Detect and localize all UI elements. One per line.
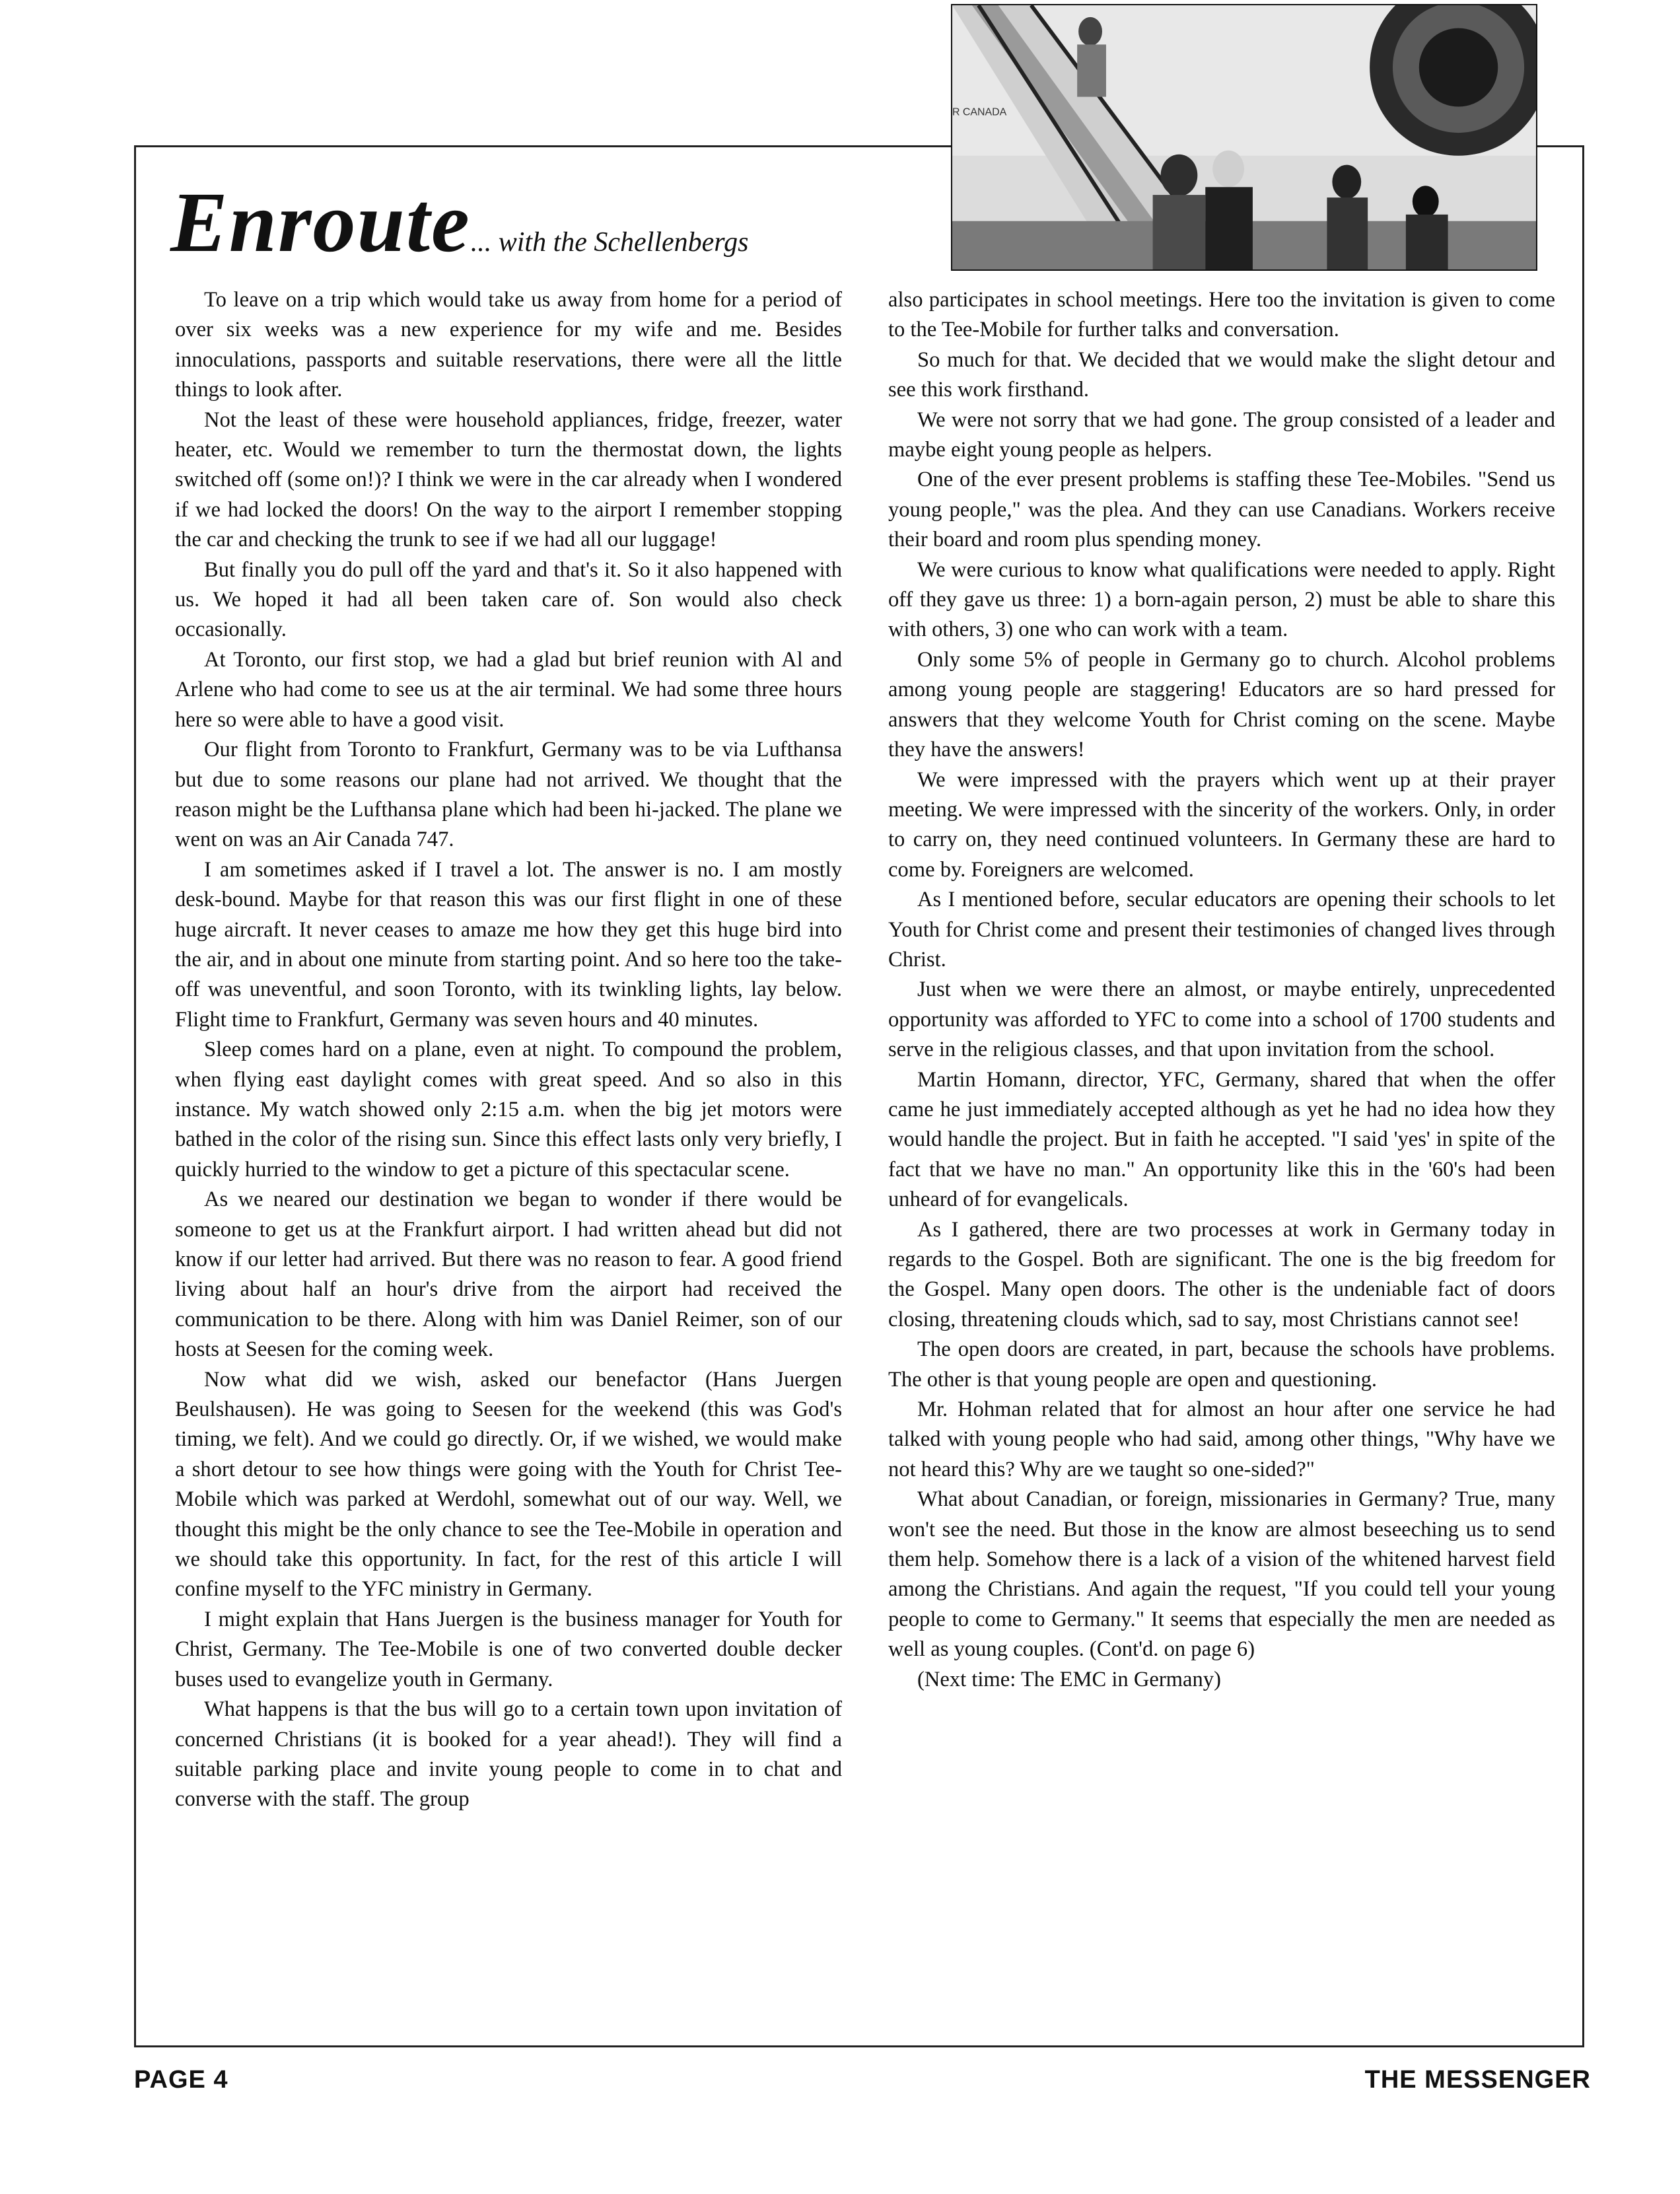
paragraph: Only some 5% of people in Germany go to church. Alcohol problems among young people are staggering! Educators are so hard pressed for answers that they welcome Youth for Christ coming on the scene. Maybe they have the answers! xyxy=(888,647,1555,762)
paragraph: But finally you do pull off the yard and that's it. So it also happened with us. We hoped it had all been taken care of. Son would also check occasionally. xyxy=(175,557,842,642)
paragraph: Our flight from Toronto to Frankfurt, Germany was to be via Lufthansa but due to some reasons our plane had not arrived. We thought that the reason might be the Lufthansa plane which had been hi-jacked. The plane we went on was an Air Canada 747. xyxy=(175,738,842,852)
paragraph: As I mentioned before, secular educators are opening their schools to let Youth for Christ come and present their testimonies of changed lives through Christ. xyxy=(888,888,1555,972)
paragraph: Just when we were there an almost, or maybe entirely, unprecedented opportunity was afforded to YFC to come into a school of 1700 students and serve in the religious classes, and that upon invitation from the school. xyxy=(888,977,1555,1062)
article-title xyxy=(170,173,749,270)
paragraph: As I gathered, there are two processes at work in Germany today in regards to the Gospel. Both are significant. The one is the big freedom for the Gospel. Many open doors. The other is the undeniable fact of doors closing, threatening clouds which, sad to say, most Christians cannot see! xyxy=(888,1217,1555,1331)
paragraph: We were curious to know what qualifications were needed to apply. Right off they gave us three: 1) a born-again person, 2) must be able to share this with others, 3) one who can work with a team. xyxy=(888,557,1555,642)
right-column xyxy=(888,285,1555,1695)
paragraph: The open doors are created, in part, because the schools have problems. The other is that young people are open and questioning. xyxy=(888,1337,1555,1392)
photo-illustration xyxy=(952,5,1536,269)
paragraph: Not the least of these were household appliances, fridge, freezer, water heater, etc. Would we remember to turn the thermostat down, the lights switched off (some on!)? I think we were in the car already when I wondered if we had locked the doors! On the way to the airport I remember stopping the car and checking the trunk to see if we had all our luggage! xyxy=(175,407,842,552)
photo-sign-text: R CANADA xyxy=(952,106,1007,118)
title-byline: ... with the Schellenbergs xyxy=(470,227,749,258)
paragraph: I might explain that Hans Juergen is the business manager for Youth for Christ, Germany. The Tee-Mobile is one of two converted double decker buses used to evangelize youth in Germany. xyxy=(175,1607,842,1691)
paragraph: Sleep comes hard on a plane, even at night. To compound the problem, when flying east daylight comes with great speed. And so also in this instance. My watch showed only 2:15 a.m. when the big jet motors were bathed in the color of the rising sun. Since this effect lasts only very briefly, I quickly hurried to the window to get a picture of this spectacular scene. xyxy=(175,1038,842,1182)
paragraph: Mr. Hohman related that for almost an hour after one service he had talked with young people who had said, among other things, "Why have we not heard this? Why are we taught so one-sided?" xyxy=(888,1398,1555,1481)
paragraph: We were impressed with the prayers which went up at their prayer meeting. We were impressed with the sincerity of the workers. Only, in order to carry on, they need continued volunteers. In Germany these are hard to come by. Foreigners are welcomed. xyxy=(888,767,1555,882)
paragraph: We were not sorry that we had gone. The group consisted of a leader and maybe eight young people as helpers. xyxy=(888,407,1555,462)
paragraph: What about Canadian, or foreign, missionaries in Germany? True, many won't see the need. But those in the know are almost beseeching us to send them help. Somehow there is a lack of a vision of the whitened harvest field among the Christians. And again the request, "If you could tell your young people to come to Germany." It seems that especially the men are needed as well as young couples. (Cont'd. on page 6) xyxy=(888,1487,1555,1662)
paragraph-continued: also participates in school meetings. Here too the invitation is given to come to the Tee-Mobile for further talks and conversation. xyxy=(888,288,1555,342)
publication-name: THE MESSENGER xyxy=(1364,2066,1591,2094)
page-number: PAGE 4 xyxy=(134,2066,228,2094)
paragraph: I am sometimes asked if I travel a lot. The answer is no. I am mostly desk-bound. Maybe for that reason this was our first flight in one of these huge aircraft. It never ceases to amaze me how they get this huge bird into the air, and in about one minute from starting point. And so here too the take-off was uneventful, and soon Toronto, with its twinkling lights, lay below. Flight time to Frankfurt, Germany was seven hours and 40 minutes. xyxy=(175,857,842,1032)
paragraph: One of the ever present problems is staffing these Tee-Mobiles. "Send us young people," was the plea. And they can use Canadians. Workers receive their board and room plus spending money. xyxy=(888,468,1555,552)
next-time-note: (Next time: The EMC in Germany) xyxy=(917,1667,1221,1691)
left-column xyxy=(175,285,842,1815)
paragraph: Now what did we wish, asked our benefactor (Hans Juergen Beulshausen). He was going to Seesen for the weekend (this was God's timing, we felt). And we could go directly. Or, if we wished, we would make a short detour to see how things were going with the Youth for Christ Tee-Mobile which was parked at Werdohl, somewhat out of our way. Well, we thought this might be the only chance to see the Tee-Mobile in operation and we should take this opportunity. In fact, for the rest of this article I will confine myself to the YFC ministry in Germany. xyxy=(175,1367,842,1602)
paragraph: As we neared our destination we began to wonder if there would be someone to get us at the Frankfurt airport. I had written ahead but did not know if our letter had arrived. But there was no reason to fear. A good friend living about half an hour's drive from the airport had received the communication to be there. Along with him was Daniel Reimer, son of our hosts at Seesen for the coming week. xyxy=(175,1187,842,1362)
paragraph: To leave on a trip which would take us away from home for a period of over six weeks was a new experience for my wife and me. Besides innoculations, passports and suitable reservations, there were all the little things to look after. xyxy=(175,288,842,402)
title-main: Enroute xyxy=(170,175,471,270)
airplane-boarding-photo xyxy=(951,4,1537,271)
paragraph: At Toronto, our first stop, we had a glad but brief reunion with Al and Arlene who had come to see us at the air terminal. We had some three hours here so were able to have a good visit. xyxy=(175,647,842,732)
paragraph: So much for that. We decided that we would make the slight detour and see this work firsthand. xyxy=(888,347,1555,402)
paragraph: Martin Homann, director, YFC, Germany, shared that when the offer came he just immediately accepted although as yet he had no idea how they would handle the project. But in faith he accepted. "I said 'yes' in spite of the fact that we have no man." An opportunity like this in the '60's had been unheard of for evangelicals. xyxy=(888,1067,1555,1212)
paragraph: What happens is that the bus will go to a certain town upon invitation of concerned Christians (it is booked for a year ahead!). They will find a suitable parking place and invite young people to come in to chat and converse with the staff. The group xyxy=(175,1697,842,1812)
